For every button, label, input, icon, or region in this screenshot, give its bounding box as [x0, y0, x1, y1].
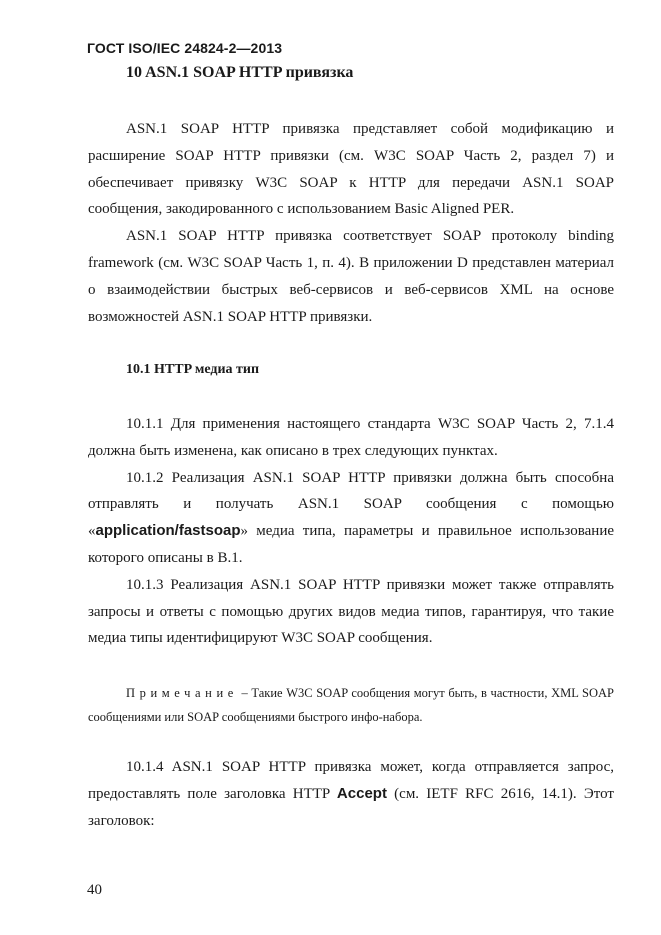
clause-10-1-4-block	[88, 754, 614, 834]
clause-10-1-4	[88, 754, 614, 834]
media-type-term: application/fastsoap	[95, 522, 241, 540]
clause-10-1-2-text-start: 10.1.2 Реализация ASN.1 SOAP HTTP привязки должна быть способна отправлять и получать ASN.1 SOAP сообщения с помощью «	[88, 469, 614, 540]
clause-10-1-2-text-end: » медиа типа, параметры и правильное использование которого описаны в B.1.	[88, 523, 614, 566]
section-paragraph-2: ASN.1 SOAP HTTP привязка соответствует SOAP протоколу binding framework (см. W3C SOAP Часть 1, п. 4). В приложении D представлен материал о взаимодействии быстрых веб-сервисов и веб-сервисов XML на основе возможностей ASN.1 SOAP HTTP привязки.	[88, 228, 614, 325]
section-title: 10 ASN.1 SOAP HTTP привязка	[126, 64, 354, 81]
clause-10-1-3: 10.1.3 Реализация ASN.1 SOAP HTTP привязки может также отправлять запросы и ответы с помощью других видов медиа типов, гарантируя, что такие медиа типы идентифицируют W3C SOAP сообщения.	[88, 576, 614, 647]
note	[88, 681, 614, 729]
note-text: – Такие W3C SOAP сообщения могут быть, в частности, XML SOAP сообщениями или SOAP сообщениями быстрого инфо-набора.	[88, 686, 614, 724]
subsection-title: 10.1 HTTP медиа тип	[126, 362, 260, 377]
section-paragraph-1: ASN.1 SOAP HTTP привязка представляет собой модификацию и расширение SOAP HTTP привязки (см. W3C SOAP Часть 2, раздел 7) и обеспечивает привязку W3C SOAP к HTTP для передачи ASN.1 SOAP сообщения, закодированного с использованием Basic Aligned PER.	[88, 121, 614, 218]
clause-10-1-4-text-start: 10.1.4 ASN.1 SOAP HTTP привязка может, когда отправляется запрос, предоставлять поле заголовка HTTP	[88, 759, 614, 802]
clause-10-1-2	[88, 465, 614, 572]
note-label: Примечание	[126, 686, 238, 700]
page-number: 40	[87, 882, 102, 898]
standard-designation: ГОСТ ISO/IEC 24824-2—2013	[87, 40, 283, 56]
accept-header-term: Accept	[336, 784, 387, 802]
section-body	[88, 116, 614, 330]
clause-10-1-1: 10.1.1 Для применения настоящего стандарта W3C SOAP Часть 2, 7.1.4 должна быть изменена, как описано в трех следующих пунктах.	[88, 416, 614, 459]
subsection-body	[88, 411, 614, 652]
clause-10-1-4-text-end: (см. IETF RFC 2616, 14.1). Этот заголовок:	[88, 785, 614, 829]
